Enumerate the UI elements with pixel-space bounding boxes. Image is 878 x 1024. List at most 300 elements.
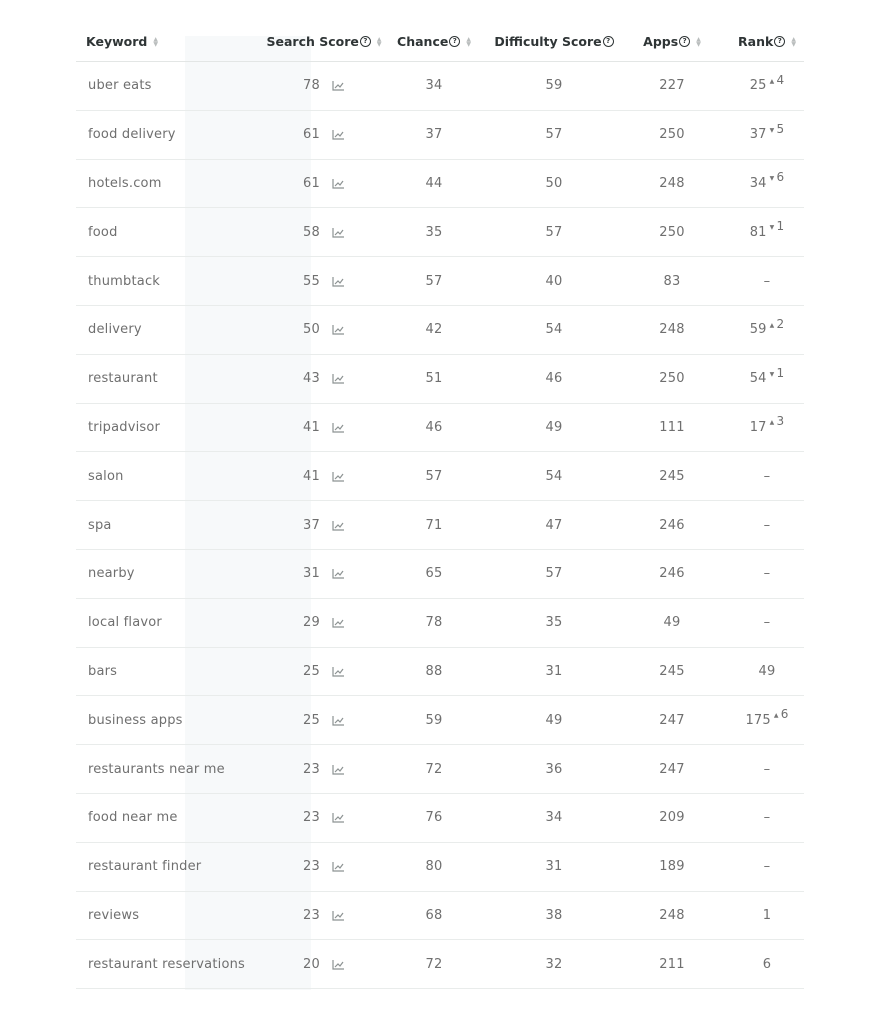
rank-value: – (763, 859, 771, 875)
keyword-table (76, 22, 804, 989)
chart-icon[interactable] (332, 617, 345, 628)
apps-value: 247 (659, 712, 685, 728)
table-row[interactable] (76, 452, 804, 501)
table-row[interactable] (76, 62, 804, 111)
rank-change-value: 4 (776, 72, 785, 87)
search-score-cell (261, 648, 387, 696)
difficulty-cell (481, 940, 627, 988)
difficulty-value: 32 (545, 956, 563, 972)
apps-cell (627, 306, 717, 354)
search-score-cell (261, 843, 387, 891)
rank-cell (717, 306, 817, 354)
sort-icon[interactable]: ▲ ▼ (376, 35, 382, 48)
chance-value: 71 (425, 517, 443, 533)
table-row[interactable] (76, 550, 804, 599)
chance-cell (387, 843, 481, 891)
chart-icon[interactable] (332, 959, 345, 970)
keyword-cell[interactable] (88, 501, 258, 549)
keyword-text[interactable]: restaurant (88, 371, 158, 387)
difficulty-cell (481, 257, 627, 305)
search-score-value: 23 (303, 810, 320, 826)
rank-cell (717, 892, 817, 940)
apps-cell (627, 599, 717, 647)
chart-icon[interactable] (332, 471, 345, 482)
keyword-text[interactable]: tripadvisor (88, 419, 161, 435)
search-score-cell (261, 452, 387, 500)
header-apps-label: Apps (643, 34, 679, 49)
rank-value: – (763, 761, 771, 777)
chart-icon[interactable] (332, 910, 345, 921)
chance-cell (387, 62, 481, 110)
rank-cell (717, 550, 817, 598)
chance-value: 51 (425, 371, 443, 387)
difficulty-value: 50 (545, 175, 563, 191)
rank-value: 1 (762, 907, 772, 923)
rank-value: 81 (749, 224, 767, 240)
apps-cell (627, 404, 717, 452)
keyword-cell[interactable] (88, 550, 258, 598)
header-keyword-label: Keyword (86, 34, 148, 49)
rank-cell (717, 648, 817, 696)
difficulty-value: 38 (545, 907, 563, 923)
chance-cell (387, 501, 481, 549)
search-score-value: 31 (303, 566, 320, 582)
chance-cell (387, 794, 481, 842)
rank-cell (717, 160, 817, 208)
chart-icon[interactable] (332, 568, 345, 579)
table-row[interactable] (76, 696, 804, 745)
rank-value: – (763, 810, 771, 826)
help-icon[interactable]: ? (774, 36, 785, 47)
rank-value: 175 (745, 712, 771, 728)
column-header-keyword[interactable] (86, 22, 256, 61)
keyword-text[interactable]: nearby (88, 566, 135, 582)
table-row[interactable] (76, 257, 804, 306)
table-row[interactable] (76, 404, 804, 453)
column-header-difficulty[interactable] (481, 22, 627, 61)
difficulty-value: 57 (545, 566, 563, 582)
apps-value: 211 (659, 956, 685, 972)
chart-icon[interactable] (332, 178, 345, 189)
rank-value: 49 (758, 663, 776, 679)
rank-value: 37 (749, 127, 767, 143)
chance-value: 76 (425, 810, 443, 826)
rank-cell (717, 794, 817, 842)
chance-value: 65 (425, 566, 443, 582)
apps-cell (627, 843, 717, 891)
rank-change-value: 1 (776, 365, 785, 380)
chance-value: 34 (425, 78, 443, 94)
apps-value: 49 (663, 615, 681, 631)
difficulty-cell (481, 404, 627, 452)
rank-value: 17 (749, 419, 767, 435)
apps-value: 248 (659, 175, 685, 191)
arrow-down-icon: ▼ (769, 175, 775, 183)
search-score-value: 55 (303, 273, 320, 289)
apps-value: 83 (663, 273, 681, 289)
search-score-cell (261, 794, 387, 842)
search-score-value: 41 (303, 468, 320, 484)
difficulty-value: 31 (545, 663, 563, 679)
chart-icon[interactable] (332, 764, 345, 775)
search-score-cell (261, 940, 387, 988)
search-score-value: 50 (303, 322, 320, 338)
difficulty-cell (481, 355, 627, 403)
apps-value: 209 (659, 810, 685, 826)
keyword-text[interactable]: spa (88, 517, 112, 533)
difficulty-value: 36 (545, 761, 563, 777)
search-score-cell (261, 306, 387, 354)
apps-cell (627, 892, 717, 940)
chart-icon[interactable] (332, 520, 345, 531)
difficulty-value: 57 (545, 127, 563, 143)
header-search-score-label: Search Score (266, 34, 359, 49)
table-row[interactable] (76, 501, 804, 550)
chance-value: 80 (425, 859, 443, 875)
apps-cell (627, 111, 717, 159)
chance-cell (387, 550, 481, 598)
table-row[interactable] (76, 355, 804, 404)
keyword-cell[interactable] (88, 111, 258, 159)
keyword-cell[interactable] (88, 843, 258, 891)
chart-icon[interactable] (332, 861, 345, 872)
table-row[interactable] (76, 648, 804, 697)
apps-value: 189 (659, 859, 685, 875)
header-chance-label: Chance (397, 34, 449, 49)
rank-value: 6 (762, 956, 772, 972)
search-score-cell (261, 111, 387, 159)
apps-value: 245 (659, 663, 685, 679)
keyword-cell[interactable] (88, 404, 258, 452)
apps-cell (627, 62, 717, 110)
chance-cell (387, 355, 481, 403)
header-difficulty-label: Difficulty Score (494, 34, 602, 49)
keyword-cell[interactable] (88, 208, 258, 256)
keyword-text[interactable]: local flavor (88, 615, 162, 631)
chance-value: 35 (425, 224, 443, 240)
difficulty-cell (481, 208, 627, 256)
arrow-up-icon: ▲ (769, 321, 775, 329)
search-score-value: 58 (303, 224, 320, 240)
rank-value: 54 (749, 371, 767, 387)
apps-cell (627, 745, 717, 793)
search-score-cell (261, 501, 387, 549)
search-score-value: 23 (303, 859, 320, 875)
table-row[interactable] (76, 794, 804, 843)
chart-icon[interactable] (332, 227, 345, 238)
search-score-cell (261, 160, 387, 208)
keyword-cell[interactable] (88, 745, 258, 793)
column-header-search-score[interactable] (261, 22, 387, 61)
apps-cell (627, 501, 717, 549)
rank-change-value: 2 (776, 316, 785, 331)
rank-cell (717, 940, 817, 988)
arrow-down-icon: ▼ (769, 126, 775, 134)
keyword-text[interactable]: restaurants near me (88, 761, 225, 777)
keyword-cell[interactable] (88, 599, 258, 647)
difficulty-value: 54 (545, 468, 563, 484)
rank-change-value: 3 (776, 414, 785, 429)
chance-value: 68 (425, 907, 443, 923)
chance-value: 37 (425, 127, 443, 143)
difficulty-value: 34 (545, 810, 563, 826)
chance-value: 72 (425, 761, 443, 777)
rank-cell (717, 208, 817, 256)
keyword-cell[interactable] (88, 306, 258, 354)
search-score-cell (261, 745, 387, 793)
rank-change-value: 6 (780, 707, 789, 722)
search-score-value: 61 (303, 175, 320, 191)
table-row[interactable] (76, 892, 804, 941)
chart-icon[interactable] (332, 129, 345, 140)
difficulty-value: 46 (545, 371, 563, 387)
column-header-apps[interactable] (627, 22, 717, 61)
search-score-cell (261, 550, 387, 598)
sort-icon[interactable]: ▲ ▼ (696, 35, 701, 48)
table-row[interactable] (76, 940, 804, 989)
chance-cell (387, 160, 481, 208)
rank-value: 59 (749, 322, 767, 338)
rank-change (770, 219, 785, 233)
arrow-up-icon: ▲ (773, 712, 779, 720)
chart-icon[interactable] (332, 80, 345, 91)
apps-cell (627, 794, 717, 842)
chart-icon[interactable] (332, 373, 345, 384)
sort-icon[interactable]: ▲ ▼ (153, 35, 158, 48)
difficulty-cell (481, 843, 627, 891)
chance-cell (387, 306, 481, 354)
keyword-text[interactable]: food (88, 224, 118, 240)
apps-cell (627, 208, 717, 256)
apps-value: 248 (659, 322, 685, 338)
sort-icon[interactable]: ▲ ▼ (791, 35, 796, 48)
search-score-cell (261, 62, 387, 110)
chance-cell (387, 452, 481, 500)
apps-cell (627, 160, 717, 208)
keyword-cell[interactable] (88, 62, 258, 110)
table-row[interactable] (76, 599, 804, 648)
difficulty-value: 57 (545, 224, 563, 240)
table-row[interactable] (76, 111, 804, 160)
table-row[interactable] (76, 208, 804, 257)
apps-value: 248 (659, 907, 685, 923)
apps-value: 245 (659, 468, 685, 484)
chance-value: 46 (425, 419, 443, 435)
search-score-value: 23 (303, 761, 320, 777)
search-score-value: 78 (303, 78, 320, 94)
apps-value: 246 (659, 517, 685, 533)
difficulty-value: 49 (545, 712, 563, 728)
rank-cell (717, 111, 817, 159)
difficulty-cell (481, 696, 627, 744)
column-header-rank[interactable] (717, 22, 817, 61)
chance-value: 59 (425, 712, 443, 728)
chance-cell (387, 257, 481, 305)
apps-value: 250 (659, 371, 685, 387)
help-icon[interactable]: ? (679, 36, 690, 47)
rank-cell (717, 696, 817, 744)
rank-value: – (763, 517, 771, 533)
rank-cell (717, 745, 817, 793)
table-row[interactable] (76, 843, 804, 892)
rank-cell (717, 355, 817, 403)
keyword-text[interactable]: hotels.com (88, 175, 162, 191)
arrow-up-icon: ▲ (769, 77, 775, 85)
difficulty-value: 59 (545, 78, 563, 94)
search-score-value: 61 (303, 127, 320, 143)
apps-cell (627, 648, 717, 696)
difficulty-value: 47 (545, 517, 563, 533)
chance-cell (387, 599, 481, 647)
keyword-text[interactable]: thumbtack (88, 273, 161, 289)
keyword-text[interactable]: food delivery (88, 127, 176, 143)
rank-cell (717, 62, 817, 110)
keyword-text[interactable]: delivery (88, 322, 142, 338)
apps-value: 250 (659, 127, 685, 143)
difficulty-cell (481, 306, 627, 354)
search-score-cell (261, 208, 387, 256)
keyword-cell[interactable] (88, 257, 258, 305)
rank-cell (717, 452, 817, 500)
difficulty-cell (481, 550, 627, 598)
keyword-cell[interactable] (88, 892, 258, 940)
chance-cell (387, 745, 481, 793)
rank-cell (717, 501, 817, 549)
search-score-cell (261, 892, 387, 940)
difficulty-cell (481, 501, 627, 549)
chart-icon[interactable] (332, 812, 345, 823)
chance-cell (387, 111, 481, 159)
table-body (76, 62, 804, 989)
search-score-cell (261, 599, 387, 647)
chance-cell (387, 696, 481, 744)
arrow-down-icon: ▼ (769, 224, 775, 232)
table-row[interactable] (76, 160, 804, 209)
difficulty-cell (481, 160, 627, 208)
rank-change (770, 414, 785, 428)
chance-cell (387, 648, 481, 696)
chart-icon[interactable] (332, 422, 345, 433)
keyword-text[interactable]: bars (88, 663, 118, 679)
apps-cell (627, 940, 717, 988)
rank-value: – (763, 468, 771, 484)
difficulty-cell (481, 745, 627, 793)
rank-cell (717, 843, 817, 891)
search-score-value: 37 (303, 517, 320, 533)
keyword-text[interactable]: business apps (88, 712, 183, 728)
table-header (76, 22, 804, 62)
header-rank-label: Rank (738, 34, 774, 49)
apps-value: 250 (659, 224, 685, 240)
keyword-cell[interactable] (88, 160, 258, 208)
search-score-value: 25 (303, 663, 320, 679)
chance-cell (387, 404, 481, 452)
table-row[interactable] (76, 745, 804, 794)
keyword-text[interactable]: food near me (88, 810, 178, 826)
search-score-value: 43 (303, 371, 320, 387)
difficulty-cell (481, 62, 627, 110)
keyword-cell[interactable] (88, 794, 258, 842)
apps-cell (627, 355, 717, 403)
chart-icon[interactable] (332, 276, 345, 287)
difficulty-cell (481, 452, 627, 500)
keyword-text[interactable]: restaurant reservations (88, 956, 246, 972)
arrow-up-icon: ▲ (769, 419, 775, 427)
rank-change (770, 317, 785, 331)
rank-value: – (763, 615, 771, 631)
chance-value: 44 (425, 175, 443, 191)
chance-value: 57 (425, 273, 443, 289)
difficulty-value: 40 (545, 273, 563, 289)
rank-change (770, 122, 785, 136)
apps-cell (627, 550, 717, 598)
apps-value: 227 (659, 78, 685, 94)
chance-value: 57 (425, 468, 443, 484)
search-score-value: 25 (303, 712, 320, 728)
apps-value: 247 (659, 761, 685, 777)
apps-cell (627, 257, 717, 305)
keyword-cell[interactable] (88, 940, 258, 988)
keyword-cell[interactable] (88, 355, 258, 403)
keyword-text[interactable]: salon (88, 468, 124, 484)
rank-change-value: 6 (776, 170, 785, 185)
keyword-text[interactable]: reviews (88, 907, 140, 923)
rank-cell (717, 599, 817, 647)
chance-value: 78 (425, 615, 443, 631)
chart-icon[interactable] (332, 324, 345, 335)
search-score-value: 41 (303, 419, 320, 435)
difficulty-value: 35 (545, 615, 563, 631)
table-row[interactable] (76, 306, 804, 355)
chance-cell (387, 892, 481, 940)
difficulty-cell (481, 648, 627, 696)
search-score-value: 29 (303, 615, 320, 631)
chart-icon[interactable] (332, 666, 345, 677)
difficulty-value: 54 (545, 322, 563, 338)
chance-cell (387, 940, 481, 988)
rank-change (774, 707, 789, 721)
help-icon[interactable]: ? (603, 36, 614, 47)
rank-change (770, 366, 785, 380)
help-icon[interactable]: ? (449, 36, 460, 47)
rank-change (770, 73, 785, 87)
difficulty-cell (481, 892, 627, 940)
rank-change-value: 1 (776, 219, 785, 234)
difficulty-cell (481, 599, 627, 647)
sort-icon[interactable]: ▲ ▼ (466, 35, 471, 48)
keyword-cell[interactable] (88, 648, 258, 696)
apps-cell (627, 452, 717, 500)
rank-value: – (763, 566, 771, 582)
chance-value: 72 (425, 956, 443, 972)
difficulty-value: 49 (545, 419, 563, 435)
search-score-cell (261, 355, 387, 403)
search-score-value: 23 (303, 907, 320, 923)
search-score-cell (261, 257, 387, 305)
chart-icon[interactable] (332, 715, 345, 726)
chance-value: 88 (425, 663, 443, 679)
keyword-text[interactable]: restaurant finder (88, 859, 202, 875)
rank-change (770, 170, 785, 184)
column-header-chance[interactable] (387, 22, 481, 61)
search-score-value: 20 (303, 956, 320, 972)
keyword-cell[interactable] (88, 452, 258, 500)
help-icon[interactable]: ? (360, 36, 371, 47)
search-score-cell (261, 696, 387, 744)
difficulty-cell (481, 794, 627, 842)
keyword-cell[interactable] (88, 696, 258, 744)
keyword-text[interactable]: uber eats (88, 78, 152, 94)
